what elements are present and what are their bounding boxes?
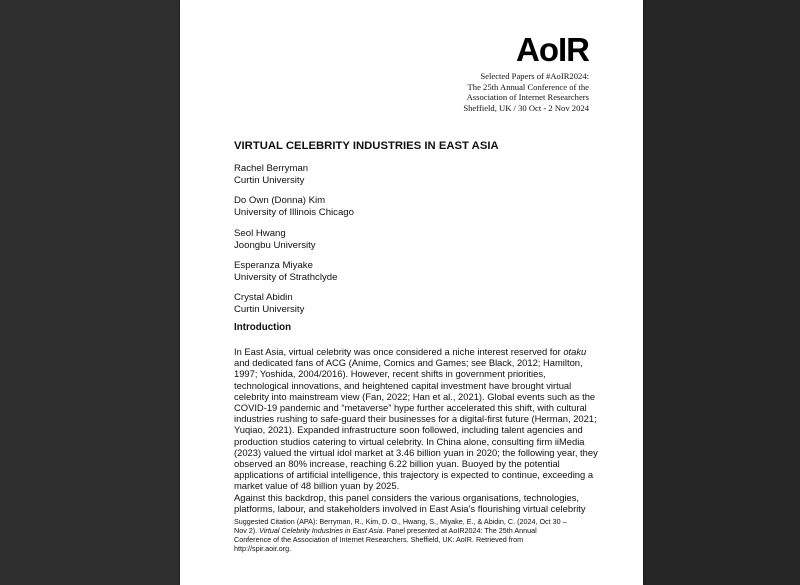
- citation-line: Suggested Citation (APA): Berryman, R., Kim, D. O., Hwang, S., Miyake, E., & Abidin, C. (2024, Oct 30 –: [234, 517, 567, 526]
- paragraph-line: In East Asia, virtual celebrity was once considered a niche interest reserved for otaku: [234, 346, 587, 357]
- author-name: Seol Hwang: [234, 228, 286, 239]
- citation-url[interactable]: http://spir.aoir.org.: [234, 543, 292, 553]
- author-block: [234, 163, 308, 187]
- author-name: Esperanza Miyake: [234, 260, 313, 271]
- author-name: Do Own (Donna) Kim: [234, 195, 326, 206]
- author-affiliation: Curtin University: [234, 174, 305, 186]
- citation-line: Conference of the Association of Internet Researchers. Sheffield, UK: AoIR. Retrieved from: [234, 534, 524, 544]
- italic-term: otaku: [563, 346, 587, 357]
- citation-italic-title: Virtual Celebrity Industries in East Asia: [259, 525, 383, 535]
- conference-line: Association of Internet Researchers: [466, 92, 589, 102]
- paragraph-line: market value of 48 billion yuan by 2025.: [234, 480, 400, 492]
- author-block: [234, 292, 304, 316]
- author-name: Rachel Berryman: [234, 163, 309, 174]
- paragraph-line: observed an 80% increase, reaching 6.22 billion yuan. Buoyed by the potential: [234, 458, 560, 470]
- intro-paragraph-2: [234, 492, 584, 514]
- paragraph-line: (2023) valued the virtual idol market at 3.46 billion yuan in 2020; the following year, they: [234, 446, 598, 458]
- paragraph-line: platforms, labour, and stakeholders involved in East Asia’s flourishing virtual celebrity: [234, 503, 586, 515]
- paragraph-line: industries rushing to safe-guard their businesses for a digital-first future (Herman, 2021;: [234, 413, 597, 425]
- author-affiliation: Joongbu University: [234, 239, 316, 251]
- citation-line: Nov 2). Virtual Celebrity Industries in East Asia. Panel presented at AoIR2024: The 25th Annual: [234, 525, 537, 535]
- author-affiliation: University of Illinois Chicago: [234, 206, 354, 218]
- section-heading: Introduction: [234, 322, 292, 333]
- paragraph-line: technological innovations, and heightened capital investment have brought virtual: [234, 379, 572, 391]
- conference-line: Sheffield, UK / 30 Oct - 2 Nov 2024: [463, 102, 589, 113]
- author-block: [234, 195, 354, 219]
- paper-title: VIRTUAL CELEBRITY INDUSTRIES IN EAST ASIA: [234, 140, 499, 152]
- paragraph-line: COVID-19 pandemic and “metaverse” hype further accelerated this shift, with cultural: [234, 402, 587, 414]
- viewer-background-left: [0, 0, 180, 585]
- paragraph-line: production studios catering to virtual celebrity. In China alone, consulting firm iiMedia: [234, 435, 585, 447]
- viewer-background-right: [643, 0, 800, 585]
- intro-paragraph-1: [234, 346, 598, 492]
- document-page: [180, 0, 643, 585]
- author-block: [234, 260, 337, 284]
- paragraph-line: Against this backdrop, this panel considers the various organisations, technologies,: [234, 492, 579, 503]
- aoir-logo: AoIR: [516, 31, 589, 68]
- paragraph-line: Yuqiao, 2021). Expanded infrastructure soon followed, including talent agencies and: [234, 424, 583, 436]
- author-block: [234, 228, 316, 252]
- paragraph-line: celebrity into mainstream view (Fan, 2022; Han et al., 2021). Global events such as the: [234, 390, 596, 402]
- author-affiliation: Curtin University: [234, 303, 305, 315]
- suggested-citation: [234, 518, 594, 554]
- paragraph-line: 1997; Yoshida, 2004/2016). However, recent shifts in government priorities,: [234, 368, 546, 380]
- conference-info: [463, 71, 589, 113]
- paragraph-line: and dedicated fans of ACG (Anime, Comics and Games; see Black, 2012; Hamilton,: [234, 357, 583, 369]
- conference-line: Selected Papers of #AoIR2024:: [480, 71, 589, 81]
- author-affiliation: University of Strathclyde: [234, 271, 338, 283]
- conference-line: The 25th Annual Conference of the: [467, 81, 589, 92]
- author-name: Crystal Abidin: [234, 292, 293, 303]
- paragraph-line: applications of artificial intelligence, this trajectory is expected to continue, exceeding a: [234, 469, 594, 481]
